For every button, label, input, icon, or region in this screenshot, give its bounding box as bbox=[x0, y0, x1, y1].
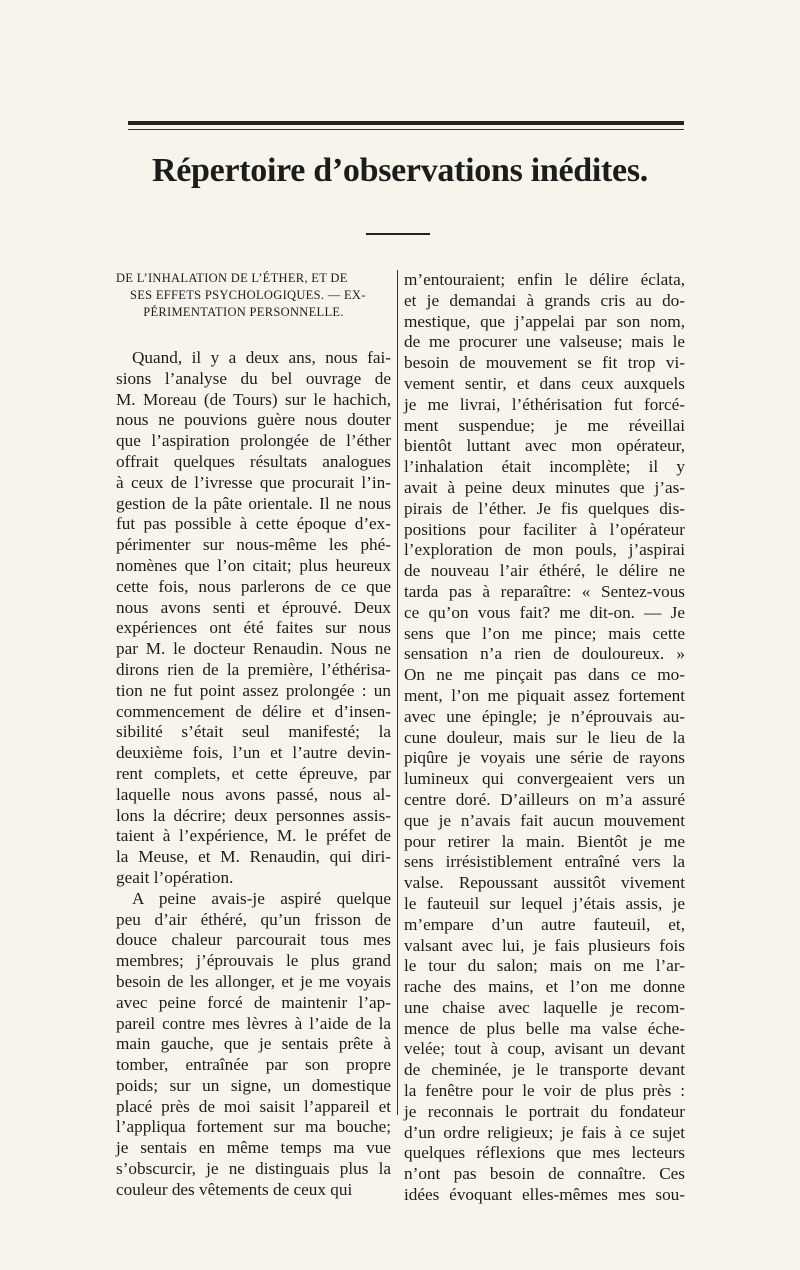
text-line: valse. Repoussant aussitôt vivement bbox=[404, 873, 685, 893]
text-line: pirais de l’éther. Je fis quelques dis- bbox=[404, 498, 685, 518]
text-line: On ne me pinçait pas dans ce mo- bbox=[404, 665, 685, 685]
text-line: lons la décrire; deux personnes assis- bbox=[116, 805, 391, 825]
text-line: nous ne pouvions guère nous douter bbox=[116, 410, 391, 430]
text-line: expériences ont été faites sur nous bbox=[116, 618, 391, 638]
text-line: laquelle nous avons passé, nous al- bbox=[116, 784, 391, 804]
text-line: m’empare d’un autre fauteuil, et, bbox=[404, 914, 685, 934]
text-line: l’exploration de mon pouls, j’aspirai bbox=[404, 540, 685, 560]
text-line: placé près de moi saisit l’appareil et bbox=[116, 1096, 391, 1116]
text-line: n’ont pas besoin de connaître. Ces bbox=[404, 1164, 685, 1184]
text-line: peu d’air éthéré, qu’un frisson de bbox=[116, 909, 391, 929]
text-line: ment, l’on me piquait assez fortement bbox=[404, 685, 685, 705]
left-column bbox=[116, 270, 391, 1199]
left-column-body bbox=[116, 348, 391, 1201]
text-line: de cheminée, je le transporte devant bbox=[404, 1060, 685, 1080]
text-line: que l’aspiration prolongée de l’éther bbox=[116, 431, 391, 451]
text-line: cune douleur, mais sur le lieu de la bbox=[404, 727, 685, 747]
text-line: que je n’avais fait aucun mouvement bbox=[404, 810, 685, 830]
text-line: de me procurer une valseuse; mais le bbox=[404, 332, 685, 352]
text-line: centre doré. D’ailleurs on m’a assuré bbox=[404, 789, 685, 809]
text-line: nous avons senti et éprouvé. Deux bbox=[116, 597, 391, 617]
text-line: valsant avec lui, je fais plusieurs fois bbox=[404, 935, 685, 955]
text-line: avec une épingle; je n’éprouvais au- bbox=[404, 706, 685, 726]
text-line: besoin de les allonger, et je me voyais bbox=[116, 971, 391, 991]
article-heading bbox=[116, 270, 391, 321]
paragraph bbox=[116, 889, 391, 1201]
text-line: avait à peine deux minutes que j’as- bbox=[404, 477, 685, 497]
text-line: je sentais en même temps ma vue bbox=[116, 1138, 391, 1158]
text-line: une chaise avec laquelle je recom- bbox=[404, 997, 685, 1017]
text-line: deuxième fois, l’un et l’autre devin- bbox=[116, 743, 391, 763]
text-line: lumineux qui convergeaient vers un bbox=[404, 769, 685, 789]
text-line: ment suspendue; je me réveillai bbox=[404, 415, 685, 435]
text-line: périmenter sur nous-même les phé- bbox=[116, 535, 391, 555]
title-separator-rule bbox=[366, 233, 430, 235]
text-line: piqûre je voyais une série de rayons bbox=[404, 748, 685, 768]
text-line: mestique, que j’appelai par son nom, bbox=[404, 311, 685, 331]
text-line: le fauteuil sur lequel j’étais assis, je bbox=[404, 893, 685, 913]
text-line: pour retirer la main. Bientôt je me bbox=[404, 831, 685, 851]
text-line: taient à l’expérience, M. le préfet de bbox=[116, 826, 391, 846]
text-line: sibilité s’était seul manifesté; la bbox=[116, 722, 391, 742]
text-line: cette fois, nous parlerons de ce que bbox=[116, 576, 391, 596]
text-line: sions l’analyse du bel ouvrage de bbox=[116, 368, 391, 388]
text-line: offrait quelques résultats analogues bbox=[116, 451, 391, 471]
text-line: la Meuse, et M. Renaudin, qui diri- bbox=[116, 847, 391, 867]
text-line: l’appliqua fortement sur ma bouche; bbox=[116, 1117, 391, 1137]
text-line: et je demandai à grands cris au do- bbox=[404, 290, 685, 310]
text-line: rent complets, et cette épreuve, par bbox=[116, 763, 391, 783]
text-line: tomber, entraînée par son propre bbox=[116, 1055, 391, 1075]
text-line: à ceux de l’ivresse que procurait l’in- bbox=[116, 472, 391, 492]
text-line: fut pas possible à cette époque d’ex- bbox=[116, 514, 391, 534]
text-line: la fenêtre pour le voir de plus près : bbox=[404, 1081, 685, 1101]
text-line: douce chaleur parcourait tous mes bbox=[116, 930, 391, 950]
heading-line: SES EFFETS PSYCHOLOGIQUES. — EX- bbox=[130, 288, 366, 302]
text-line: avec peine forcé de maintenir l’ap- bbox=[116, 992, 391, 1012]
text-line: s’obscurcir, je ne distinguais plus la bbox=[116, 1159, 391, 1179]
text-line: d’un ordre religieux; je fais à ce sujet bbox=[404, 1122, 685, 1142]
text-line: membres; j’éprouvais le plus grand bbox=[116, 951, 391, 971]
text-line: A peine avais-je aspiré quelque bbox=[132, 888, 391, 908]
text-line: dirons rien de la première, l’éthérisa- bbox=[116, 659, 391, 679]
text-line: commencement de délire et d’insen- bbox=[116, 701, 391, 721]
text-line: tion ne fut point assez prolongée : un bbox=[116, 680, 391, 700]
column-divider bbox=[397, 270, 398, 1115]
text-line: je me livrai, l’éthérisation fut forcé- bbox=[404, 394, 685, 414]
right-column bbox=[404, 270, 685, 1205]
top-rule-thin bbox=[128, 129, 684, 130]
text-line: positions pour faciliter à l’opérateur bbox=[404, 519, 685, 539]
top-rule-thick bbox=[128, 121, 684, 125]
text-line: nomènes que l’on citait; plus heureux bbox=[116, 555, 391, 575]
text-line: idées évoquant elles-mêmes mes sou- bbox=[404, 1185, 685, 1205]
text-line: couleur des vêtements de ceux qui bbox=[116, 1179, 353, 1199]
text-line: quelques réflexions que mes lecteurs bbox=[404, 1143, 685, 1163]
text-line: gestion de la pâte orientale. Il ne nous bbox=[116, 493, 391, 513]
text-line: m’entouraient; enfin le délire éclata, bbox=[404, 270, 685, 289]
text-line: main gauche, que je sentais prête à bbox=[116, 1034, 391, 1054]
text-line: sens irrésistiblement entraîné vers la bbox=[404, 852, 685, 872]
page-title: Répertoire d’observations inédites. bbox=[152, 152, 648, 189]
text-line: de nouveau l’air éthéré, le délire ne bbox=[404, 561, 685, 581]
right-column-body bbox=[404, 270, 685, 1206]
heading-line: DE L’INHALATION DE L’ÉTHER, ET DE bbox=[116, 271, 348, 285]
heading-line: PÉRIMENTATION PERSONNELLE. bbox=[143, 305, 344, 319]
text-line: rache des mains, et l’on me donne bbox=[404, 977, 685, 997]
text-line: bientôt luttant avec mon opérateur, bbox=[404, 436, 685, 456]
paragraph bbox=[116, 348, 391, 889]
text-line: sens que l’on me pince; mais cette bbox=[404, 623, 685, 643]
text-line: M. Moreau (de Tours) sur le hachich, bbox=[116, 389, 391, 409]
text-line: velée; tout à coup, avisant un devant bbox=[404, 1039, 685, 1059]
text-line: mence de plus belle ma valse éche- bbox=[404, 1018, 685, 1038]
text-line: le tour du salon; mais on me l’ar- bbox=[404, 956, 685, 976]
text-line: besoin de mouvement se fit trop vi- bbox=[404, 353, 685, 373]
text-line: poids; sur un signe, un domestique bbox=[116, 1075, 391, 1095]
text-line: pareil contre mes lèvres à l’aide de la bbox=[116, 1013, 391, 1033]
text-line: je reconnais le portrait du fondateur bbox=[404, 1101, 685, 1121]
text-line: l’inhalation était incomplète; il y bbox=[404, 457, 685, 477]
text-line: geait l’opération. bbox=[116, 867, 234, 887]
text-line: vement sentir, et dans ceux auxquels bbox=[404, 373, 685, 393]
text-line: ce qu’on vous fait? me dit-on. — Je bbox=[404, 602, 685, 622]
text-line: Quand, il y a deux ans, nous fai- bbox=[132, 348, 391, 367]
text-line: sensation n’a rien de douloureux. » bbox=[404, 644, 685, 664]
text-line: par M. le docteur Renaudin. Nous ne bbox=[116, 639, 391, 659]
text-line: tarda pas à reparaître: « Sentez-vous bbox=[404, 581, 685, 601]
